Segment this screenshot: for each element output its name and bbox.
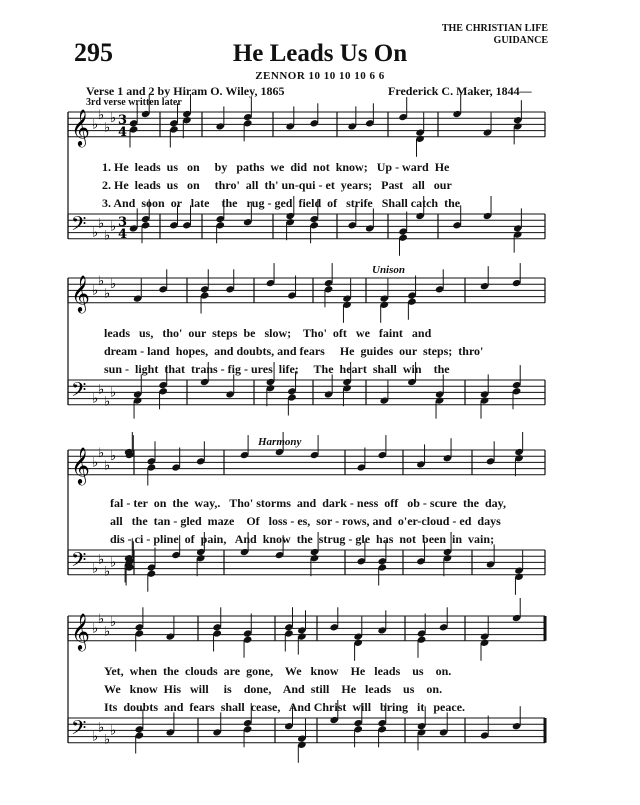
- flat-icon: ♭: [98, 446, 105, 462]
- unison-marking: Unison: [372, 264, 406, 276]
- flat-icon: ♭: [104, 564, 111, 580]
- tune-meter: ZENNOR 10 10 10 10 6 6: [255, 70, 385, 82]
- flat-icon: ♭: [98, 552, 105, 568]
- flat-icon: ♭: [98, 612, 105, 628]
- time-signature-top: 3: [118, 215, 128, 230]
- lyric-line: fal - ter on the way,. Tho' storms and dark - ness off ob - scure the day,: [110, 496, 507, 510]
- flat-icon: ♭: [98, 108, 105, 124]
- treble-clef-icon: 𝄞: [71, 108, 90, 146]
- words-credit: Verse 1 and 2 by Hiram O. Wiley, 1865: [86, 84, 285, 98]
- flat-icon: ♭: [104, 458, 111, 474]
- flat-icon: ♭: [98, 720, 105, 736]
- flat-icon: ♭: [110, 723, 117, 739]
- flat-icon: ♭: [104, 228, 111, 244]
- lyric-line: leads us, tho' our steps be slow; Tho' oft we faint and: [104, 326, 432, 340]
- treble-clef-icon: 𝄞: [71, 446, 90, 484]
- lyric-line: all the tan - gled maze Of loss - es, sor - rows, and o'er-cloud - ed days: [110, 514, 501, 528]
- lyric-line: We know His will is done, And still He leads us on.: [104, 682, 443, 696]
- flat-icon: ♭: [92, 621, 99, 637]
- flat-icon: ♭: [92, 225, 99, 241]
- lyric-line: dream - land hopes, and doubts, and fears He guides our steps; thro': [104, 344, 484, 358]
- flat-icon: ♭: [104, 732, 111, 748]
- flat-icon: ♭: [110, 385, 117, 401]
- flat-icon: ♭: [92, 729, 99, 745]
- flat-icon: ♭: [98, 274, 105, 290]
- hymn-title: He Leads Us On: [232, 40, 408, 67]
- flat-icon: ♭: [110, 449, 117, 465]
- bass-clef-icon: 𝄢: [71, 212, 87, 240]
- time-signature-bottom: 4: [118, 227, 128, 242]
- treble-clef-icon: 𝄞: [71, 612, 90, 650]
- section-heading-sub: GUIDANCE: [493, 35, 548, 46]
- flat-icon: ♭: [110, 615, 117, 631]
- words-credit-note: 3rd verse written later: [86, 97, 182, 108]
- lyric-line: dis - ci - pline of pain, And know the strug - gle has not been in vain;: [110, 532, 495, 546]
- lyric-line: Its doubts and fears shall cease, And Christ will bring it peace.: [104, 700, 466, 714]
- lyric-line: 2. He leads us on thro' all th' un-qui - et years; Past all our: [102, 178, 452, 192]
- time-signature-bottom: 4: [118, 125, 128, 140]
- flat-icon: ♭: [92, 283, 99, 299]
- flat-icon: ♭: [92, 561, 99, 577]
- treble-clef-icon: 𝄞: [71, 274, 90, 312]
- harmony-marking: Harmony: [258, 436, 302, 448]
- flat-icon: ♭: [98, 382, 105, 398]
- flat-icon: ♭: [110, 555, 117, 571]
- bass-clef-icon: 𝄢: [71, 548, 87, 576]
- flat-icon: ♭: [104, 120, 111, 136]
- flat-icon: ♭: [104, 286, 111, 302]
- lyric-line: Yet, when the clouds are gone, We know He leads us on.: [104, 664, 452, 678]
- music-credit: Frederick C. Maker, 1844—: [388, 84, 532, 98]
- flat-icon: ♭: [92, 391, 99, 407]
- flat-icon: ♭: [92, 455, 99, 471]
- lyric-line: 1. He leads us on by paths we did not know; Up - ward He: [102, 160, 450, 174]
- lyric-line: sun - light that trans - fig - ures life; The heart shall win the: [104, 362, 450, 376]
- flat-icon: ♭: [110, 219, 117, 235]
- flat-icon: ♭: [98, 216, 105, 232]
- time-signature-top: 3: [118, 113, 128, 128]
- flat-icon: ♭: [110, 277, 117, 293]
- bass-clef-icon: 𝄢: [71, 716, 87, 744]
- flat-icon: ♭: [104, 624, 111, 640]
- hymn-number: 295: [74, 38, 113, 67]
- flat-icon: ♭: [110, 111, 117, 127]
- lyric-line: 3. And soon or late the rug - ged field of strife Shall catch the: [102, 196, 461, 210]
- flat-icon: ♭: [92, 117, 99, 133]
- bass-clef-icon: 𝄢: [71, 378, 87, 406]
- flat-icon: ♭: [104, 394, 111, 410]
- section-heading-main: THE CHRISTIAN LIFE: [441, 23, 548, 34]
